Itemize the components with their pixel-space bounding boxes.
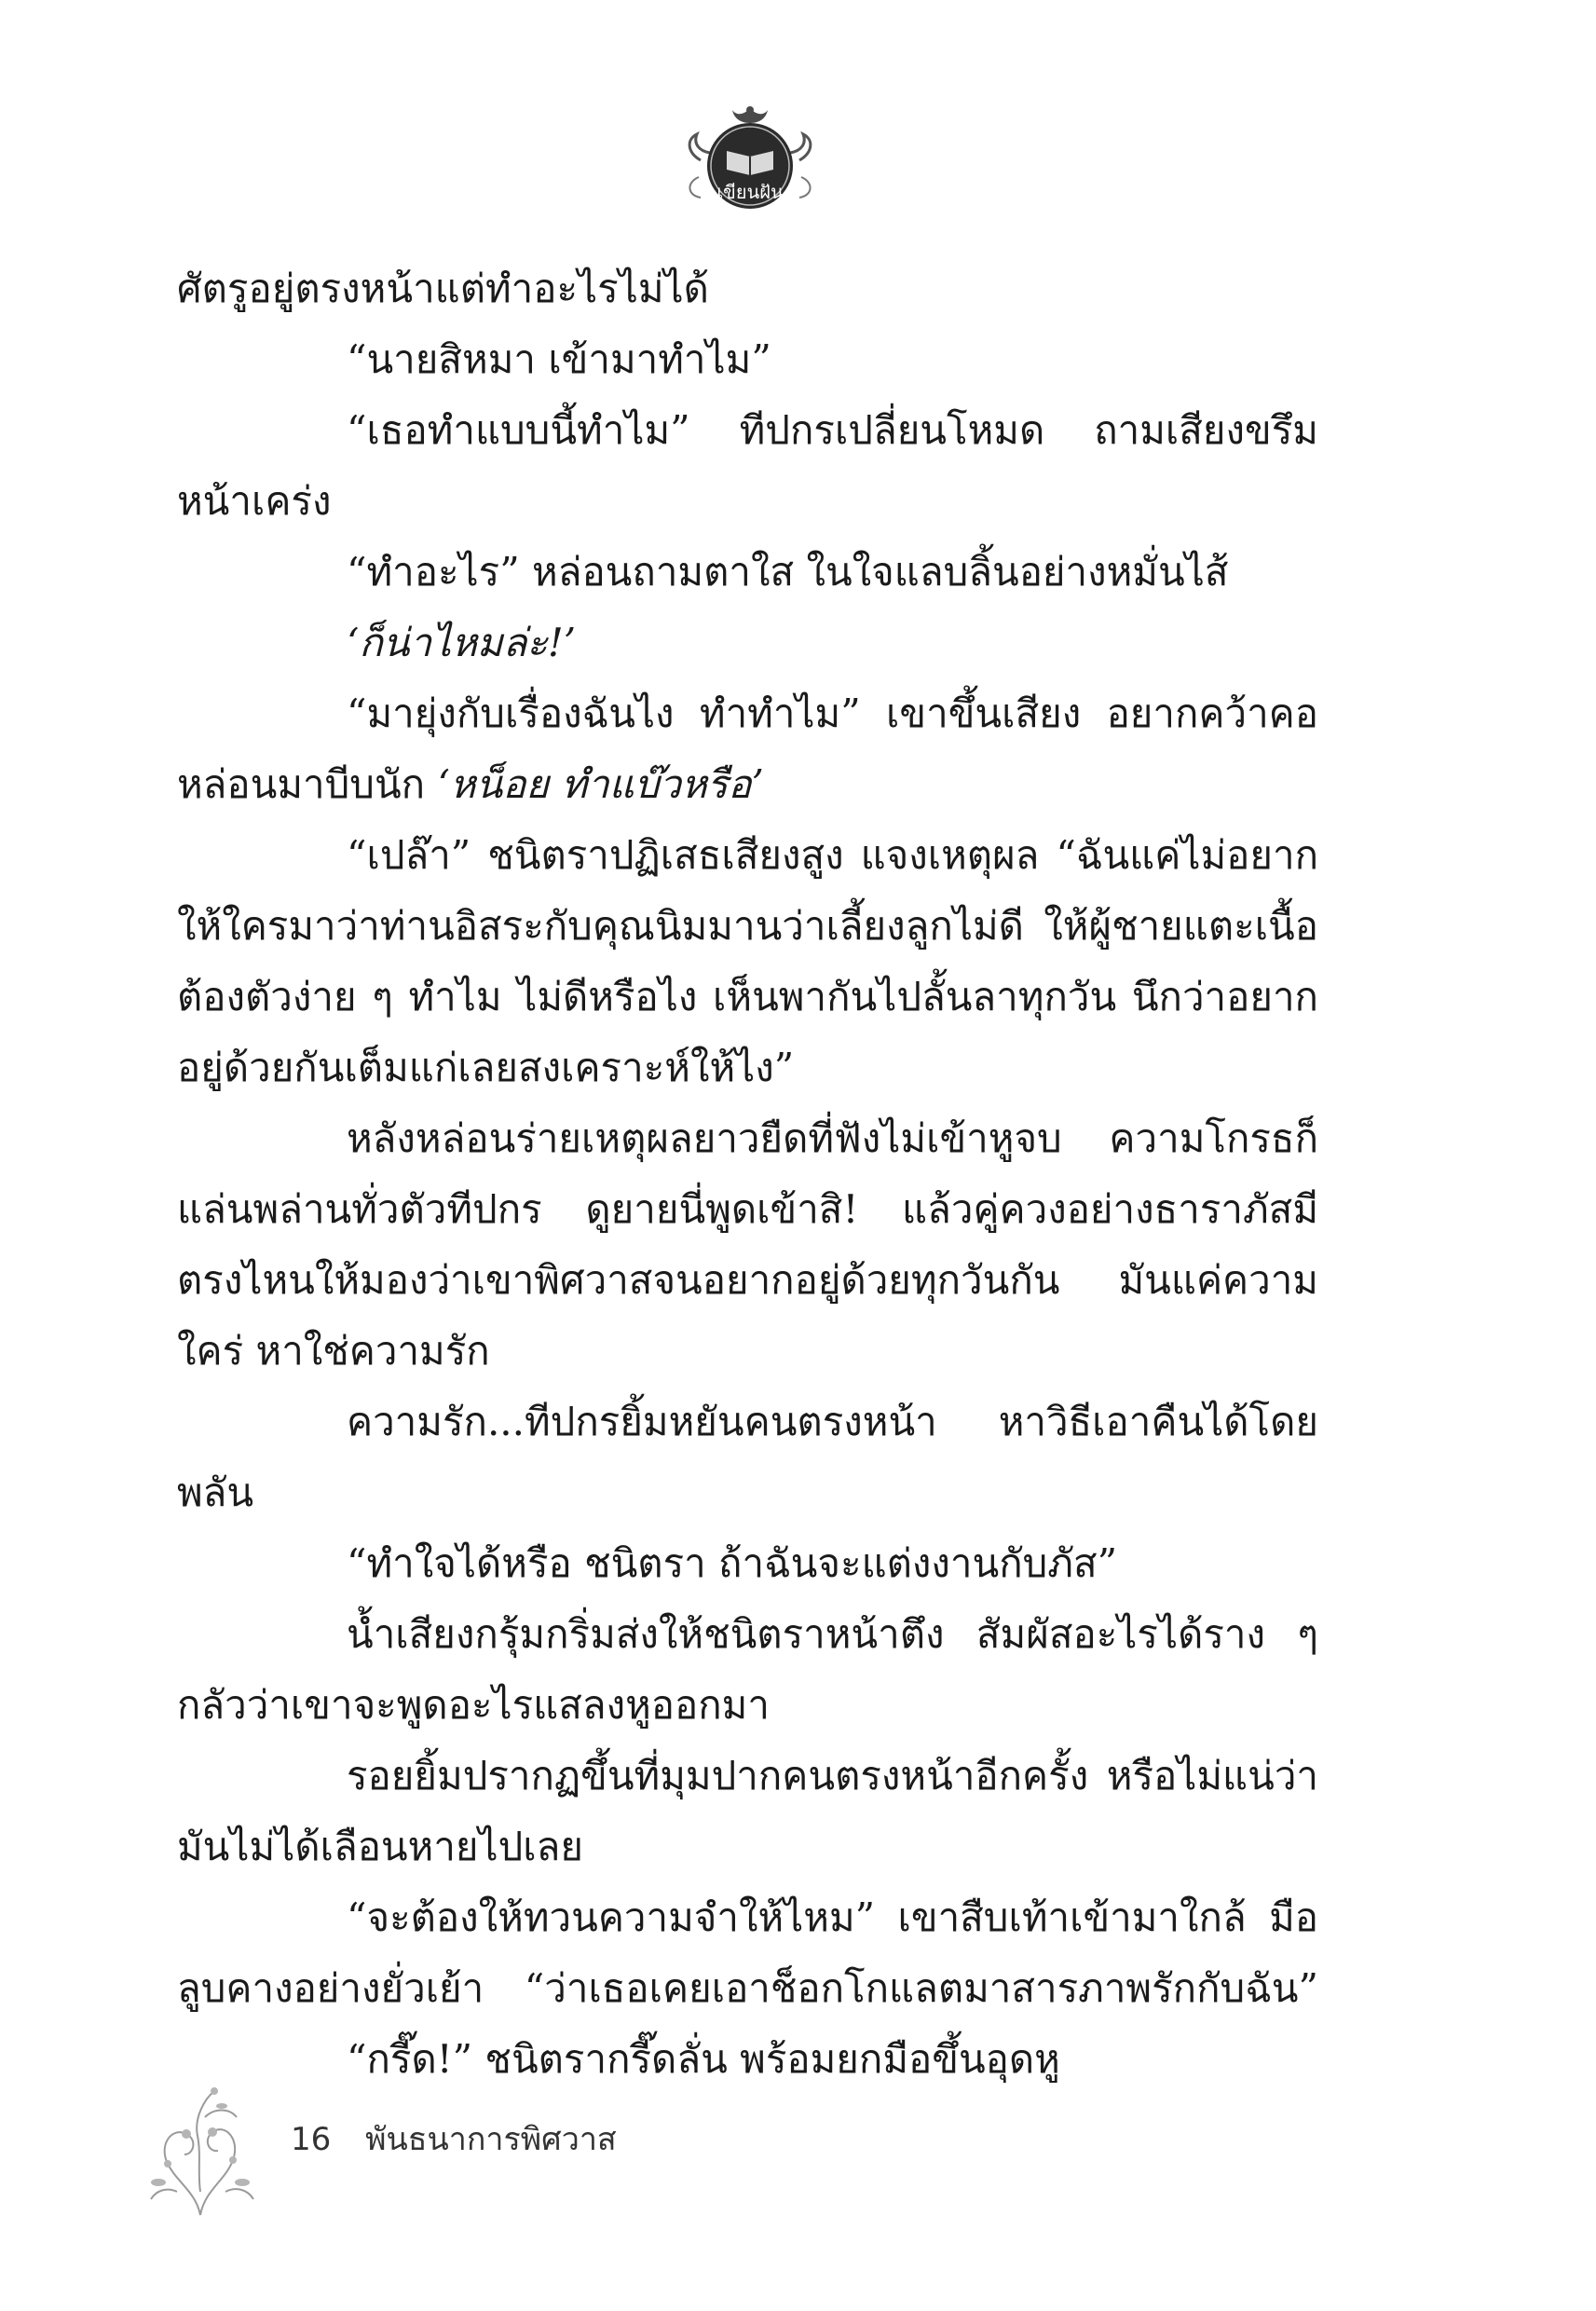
text-line-content: กลัวว่าเขาจะพูดอะไรแสลงหูออกมา bbox=[177, 1682, 770, 1728]
text-line-content: “นายสิหมา เข้ามาทำไม” bbox=[347, 336, 771, 382]
text-line-content: พลัน bbox=[177, 1470, 254, 1515]
text-line-content: อยู่ด้วยกันเต็มแก่เลยสงเคราะห์ให้ไง” bbox=[177, 1045, 795, 1090]
text-line bbox=[177, 1032, 1318, 1103]
text-line-content: รอยยิ้มปรากฏขึ้นที่มุมปากคนตรงหน้าอีกครั้ง หรือไม่แน่ว่า bbox=[347, 1753, 1318, 1798]
text-line-content: ให้ใครมาว่าท่านอิสระกับคุณนิมมานว่าเลี้ยงลูกไม่ดี ให้ผู้ชายแตะเนื้อ bbox=[177, 903, 1318, 949]
page-number: 16 bbox=[291, 2121, 332, 2158]
italic-phrase: ‘หน็อย ทำแบ๊วหรือ’ bbox=[437, 761, 764, 807]
text-line-content: ใคร่ หาใช่ความรัก bbox=[177, 1328, 490, 1374]
text-line-content: “เปล๊า” ชนิตราปฏิเสธเสียงสูง แจงเหตุผล “ฉันแค่ไม่อยาก bbox=[347, 832, 1318, 878]
text-line bbox=[177, 1741, 1318, 1812]
text-line-content: มันไม่ได้เลือนหายไปเลย bbox=[177, 1824, 583, 1869]
text-line bbox=[177, 1670, 1318, 1741]
text-line bbox=[177, 608, 1318, 678]
text-line bbox=[177, 678, 1318, 749]
text-line bbox=[177, 1599, 1318, 1670]
text-line-content: “กรี๊ด!” ชนิตรากรี๊ดลั่น พร้อมยกมือขึ้นอุดหู bbox=[347, 2036, 1060, 2082]
text-line-content: ลูบคางอย่างยั่วเย้า “ว่าเธอเคยเอาช็อกโกแลตมาสารภาพรักกับฉัน” bbox=[177, 1965, 1318, 2011]
text-line-content: หลังหล่อนร่ายเหตุผลยาวยืดที่ฟังไม่เข้าหูจบ ความโกรธก็ bbox=[347, 1115, 1318, 1161]
text-line bbox=[177, 537, 1318, 608]
publisher-logo-icon bbox=[680, 103, 820, 214]
text-line bbox=[177, 1528, 1318, 1599]
publisher-logo bbox=[680, 103, 820, 214]
page-footer bbox=[291, 2113, 617, 2164]
text-line bbox=[177, 1103, 1318, 1174]
text-line bbox=[177, 1245, 1318, 1316]
text-line bbox=[177, 1812, 1318, 1882]
text-line bbox=[177, 891, 1318, 962]
text-line bbox=[177, 1387, 1318, 1457]
body-text bbox=[177, 253, 1318, 2095]
text-line-content: “มายุ่งกับเรื่องฉันไง ทำทำไม” เขาขึ้นเสียง อยากคว้าคอ bbox=[347, 691, 1318, 736]
book-title: พันธนาการพิศวาส bbox=[365, 2121, 617, 2158]
text-line bbox=[177, 1316, 1318, 1387]
text-line bbox=[177, 820, 1318, 891]
text-line-content: แล่นพล่านทั่วตัวทีปกร ดูยายนี่พูดเข้าสิ! แล้วคู่ควงอย่างธาราภัสมี bbox=[177, 1186, 1318, 1232]
text-line-content: ต้องตัวง่าย ๆ ทำไม ไม่ดีหรือไง เห็นพากันไปลั้นลาทุกวัน นึกว่าอยาก bbox=[177, 974, 1318, 1019]
publisher-logo-text: เขียนฝัน bbox=[716, 181, 784, 203]
text-line bbox=[177, 395, 1318, 466]
text-line-content: “ทำใจได้หรือ ชนิตรา ถ้าฉันจะแต่งงานกับภัส” bbox=[347, 1540, 1118, 1586]
text-line-content: หล่อนมาบีบนัก bbox=[177, 761, 426, 807]
text-line-content: หน้าเคร่ง bbox=[177, 478, 332, 524]
text-line-content: ศัตรูอยู่ตรงหน้าแต่ทำอะไรไม่ได้ bbox=[177, 266, 709, 311]
text-line bbox=[177, 253, 1318, 324]
text-line-content: “ทำอะไร” หล่อนถามตาใส ในใจแลบลิ้นอย่างหมั่นไส้ bbox=[347, 549, 1229, 595]
text-line-content: ความรัก...ทีปกรยิ้มหยันคนตรงหน้า หาวิธีเอาคืนได้โดย bbox=[347, 1399, 1318, 1444]
floral-ornament bbox=[140, 2080, 261, 2220]
text-line-content: “เธอทำแบบนี้ทำไม” ทีปกรเปลี่ยนโหมด ถามเสียงขรึม bbox=[347, 407, 1318, 453]
text-line bbox=[177, 324, 1318, 395]
text-line bbox=[177, 749, 1318, 820]
text-line bbox=[177, 1953, 1318, 2024]
text-line bbox=[177, 2024, 1318, 2095]
text-line-content: ตรงไหนให้มองว่าเขาพิศวาสจนอยากอยู่ด้วยทุกวันกัน มันแค่ความ bbox=[177, 1257, 1318, 1303]
text-line bbox=[177, 1882, 1318, 1953]
text-line-content: “จะต้องให้ทวนความจำให้ไหม” เขาสืบเท้าเข้ามาใกล้ มือ bbox=[347, 1894, 1318, 1940]
text-line bbox=[177, 962, 1318, 1032]
text-line bbox=[177, 1457, 1318, 1528]
floral-ornament-icon bbox=[140, 2080, 261, 2220]
text-line-content: ‘ก็น่าไหมล่ะ!’ bbox=[347, 620, 577, 665]
text-line-content: น้ำเสียงกรุ้มกริ่มส่งให้ชนิตราหน้าตึง สัมผัสอะไรได้ราง ๆ bbox=[347, 1611, 1318, 1657]
text-line bbox=[177, 1174, 1318, 1245]
text-line bbox=[177, 466, 1318, 537]
